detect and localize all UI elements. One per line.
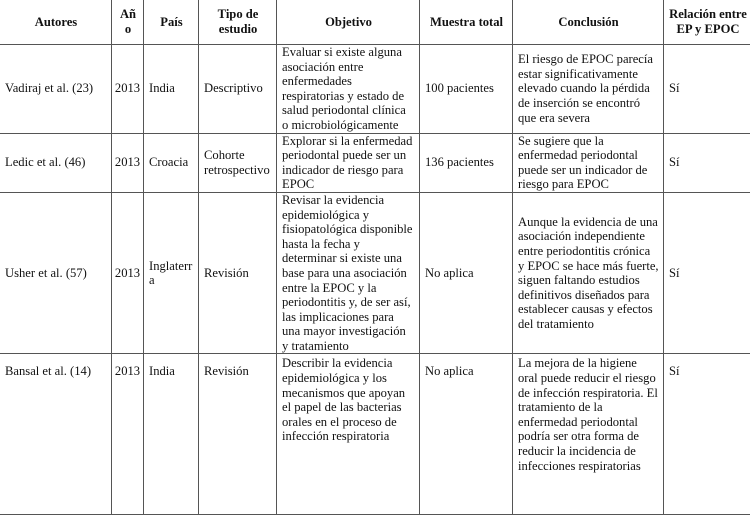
header-objetivo: Objetivo (277, 0, 420, 45)
table-row (0, 354, 750, 515)
cell-tipo: Cohorte retrospectivo (199, 133, 277, 192)
cell-conclusion: Aunque la evidencia de una asociación independiente entre periodontitis crónica y EPOC se hace más fuerte, siguen faltando estudios definitivos diseñados para establecer causas y efectos del tratamiento (513, 192, 664, 354)
cell-tipo: Revisión (199, 354, 277, 515)
cell-relacion: Sí (664, 45, 750, 134)
cell-conclusion: El riesgo de EPOC parecía estar significativamente elevado cuando la pérdida de inserción se encontró que era severa (513, 45, 664, 134)
header-relacion: Relación entre EP y EPOC (664, 0, 750, 45)
cell-pais: Croacia (144, 133, 199, 192)
cell-anio: 2013 (112, 354, 144, 515)
cell-pais: Inglaterra (144, 192, 199, 354)
cell-autores: Bansal et al. (14) (0, 354, 112, 515)
cell-relacion: Sí (664, 354, 750, 515)
cell-muestra: No aplica (420, 354, 513, 515)
table-row (0, 192, 750, 354)
cell-anio: 2013 (112, 45, 144, 134)
cell-autores: Usher et al. (57) (0, 192, 112, 354)
cell-pais: India (144, 45, 199, 134)
cell-anio: 2013 (112, 133, 144, 192)
cell-conclusion: La mejora de la higiene oral puede reducir el riesgo de infección respiratoria. El tratamiento de la enfermedad periodontal podría ser otra forma de reducir la incidencia de infecciones respiratorias (513, 354, 664, 515)
header-autores: Autores (0, 0, 112, 45)
header-row (0, 0, 750, 45)
cell-pais: India (144, 354, 199, 515)
cell-objetivo: Describir la evidencia epidemiológica y los mecanismos que apoyan el papel de las bacterias orales en el proceso de infección respiratoria (277, 354, 420, 515)
cell-muestra: 136 pacientes (420, 133, 513, 192)
cell-relacion: Sí (664, 133, 750, 192)
cell-autores: Vadiraj et al. (23) (0, 45, 112, 134)
cell-objetivo: Revisar la evidencia epidemiológica y fisiopatológica disponible hasta la fecha y determinar si existe una base para una asociación entre la EPOC y la periodontitis y, de ser así, las implicaciones para una mayor investigación y tratamiento (277, 192, 420, 354)
cell-tipo: Revisión (199, 192, 277, 354)
table-row (0, 45, 750, 134)
cell-relacion: Sí (664, 192, 750, 354)
cell-autores: Ledic et al. (46) (0, 133, 112, 192)
header-muestra: Muestra total (420, 0, 513, 45)
cell-muestra: 100 pacientes (420, 45, 513, 134)
header-tipo: Tipo de estudio (199, 0, 277, 45)
cell-objetivo: Evaluar si existe alguna asociación entre enfermedades respiratorias y estado de salud periodontal clínica o microbiológicamente (277, 45, 420, 134)
cell-conclusion: Se sugiere que la enfermedad periodontal puede ser un indicador de riesgo para EPOC (513, 133, 664, 192)
cell-anio: 2013 (112, 192, 144, 354)
header-pais: País (144, 0, 199, 45)
header-anio: Año (112, 0, 144, 45)
cell-objetivo: Explorar si la enfermedad periodontal puede ser un indicador de riesgo para EPOC (277, 133, 420, 192)
table-row (0, 133, 750, 192)
cell-muestra: No aplica (420, 192, 513, 354)
cell-tipo: Descriptivo (199, 45, 277, 134)
header-conclusion: Conclusión (513, 0, 664, 45)
